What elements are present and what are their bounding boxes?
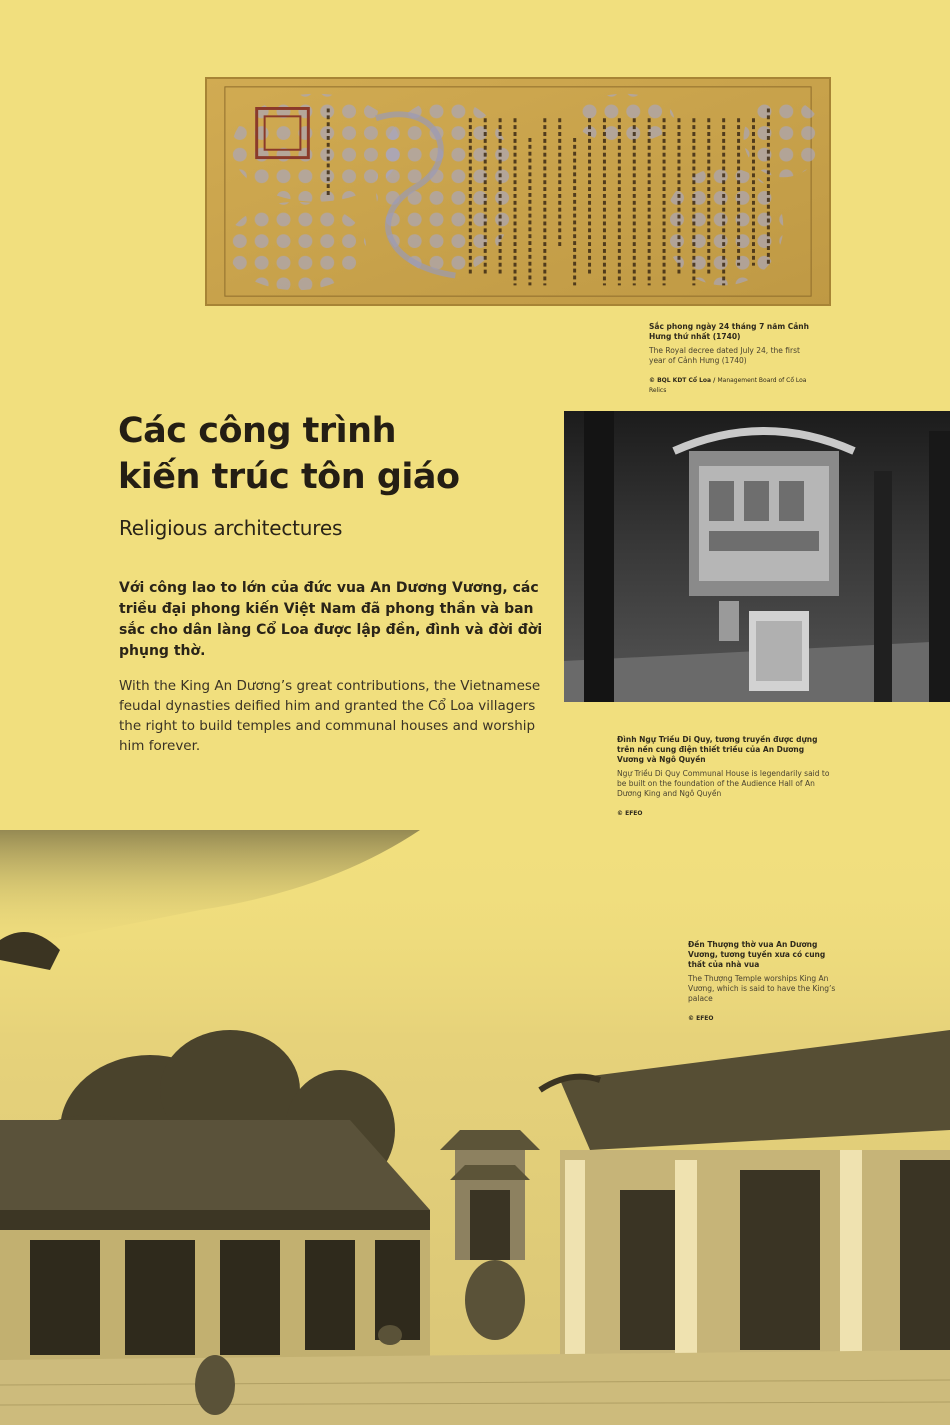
pavilion-caption-vi: Đình Ngự Triều Di Quy, tương truyền được dựng trên nền cung điện thiết triều của An Dương Vương và Ngô Quyền: [617, 735, 818, 764]
decree-credit-bold: © BQL KDT Cổ Loa /: [649, 377, 716, 384]
page-title-line2: kiến trúc tôn giáo: [118, 457, 460, 497]
page-title: [118, 408, 548, 500]
page-subtitle: Religious architectures: [119, 516, 343, 540]
pavilion-caption: [617, 735, 832, 819]
page-title-line1: Các công trình: [118, 411, 397, 451]
temple-caption-en: The Thượng Temple worships King An Vương, which is said to have the King’s palace: [688, 974, 836, 1003]
temple-credit: © EFEO: [688, 1015, 714, 1022]
pavilion-photo: [564, 411, 950, 702]
pavilion-caption-en: Ngự Triều Di Quy Communal House is legendarily said to be built on the foundation of the Audience Hall of An Dương King and Ngô Quyền: [617, 769, 830, 798]
decree-credit-plain: Management Board of Cổ Loa Relics: [649, 377, 807, 394]
temple-caption: [688, 940, 838, 1024]
pavilion-credit: © EFEO: [617, 810, 643, 817]
decree-credit: [649, 376, 819, 396]
temple-photo: [0, 830, 950, 1425]
decree-caption-en: The Royal decree dated July 24, the first year of Cảnh Hưng (1740): [649, 346, 800, 365]
lead-paragraph-vi: Với công lao to lớn của đức vua An Dương Vương, các triều đại phong kiến Việt Nam đã phong thần và ban sắc cho dân làng Cổ Loa được lập đền, đình và đời đời phụng thờ.: [119, 580, 543, 659]
temple-caption-vi: Đền Thượng thờ vua An Dương Vương, tương tuyền xưa có cung thất của nhà vua: [688, 940, 826, 969]
decree-caption: [649, 322, 819, 396]
decree-caption-vi: Sắc phong ngày 24 tháng 7 năm Cảnh Hưng thứ nhất (1740): [649, 322, 809, 341]
royal-decree-image: [205, 77, 831, 306]
lead-paragraph-en: With the King An Dương’s great contributions, the Vietnamese feudal dynasties deified him and granted the Cổ Loa villagers the right to build temples and communal houses and worship him forever.: [119, 678, 541, 754]
